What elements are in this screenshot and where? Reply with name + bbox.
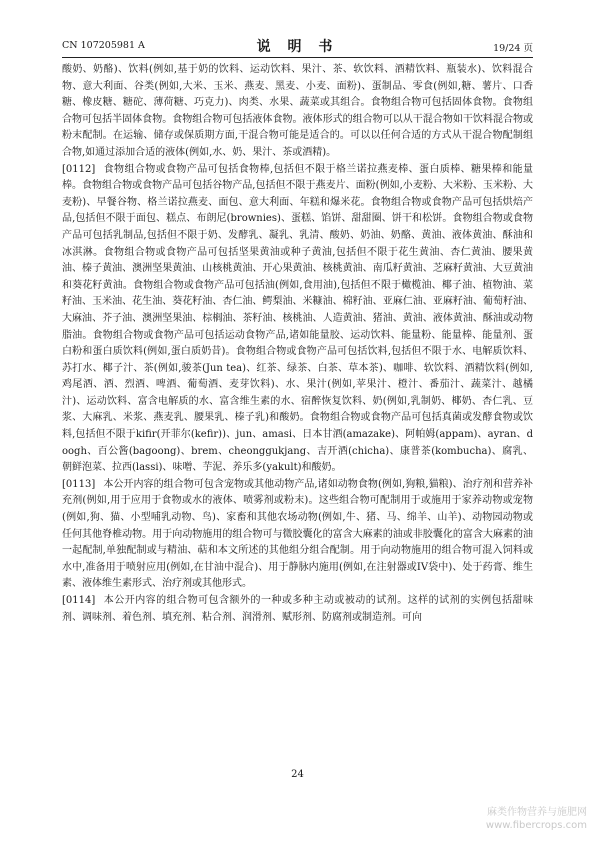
paragraph-text: 食物组合物或食物产品可包括食物棒,包括但不限于格兰诺拉燕麦棒、蛋白质棒、糖果棒和能量棒。食物组合物或食物产品可包括谷物产品,包括但不限于燕麦片、面粉(例如,小麦粉、大米粉、玉米粉、大麦粉)、早餐谷物、格兰诺拉燕麦、面包、意大利面、年糕和爆米花。食物组合物或食物产品可包括烘焙产品,包括但不限于面包、糕点、布朗尼(brownies)、蛋糕、馅饼、甜甜圈、饼干和松饼。食物组合物或食物产品可包括乳制品,包括但不限于奶、发酵乳、凝乳、乳清、酸奶、奶油、奶酪、黄油、液体黄油、酥油和冰淇淋。食物组合物或食物产品可包括坚果黄油或种子黄油,包括但不限于花生黄油、杏仁黄油、腰果黄油、榛子黄油、澳洲坚果黄油、山核桃黄油、开心果黄油、核桃黄油、南瓜籽黄油、芝麻籽黄油、大豆黄油和葵花籽黄油。食物组合物或食物产品可包括油(例如,食用油),包括但不限于橄榄油、椰子油、植物油、菜籽油、玉米油、花生油、葵花籽油、杏仁油、鳄梨油、米糠油、棉籽油、亚麻仁油、亚麻籽油、葡萄籽油、大麻油、芥子油、澳洲坚果油、棕榈油、茶籽油、核桃油、人造黄油、猪油、黄油、液体黄油、酥油或动物脂油。食物组合物或食物产品可包括运动食物产品,诸如能量胶、运动饮料、能量粉、能量棒、能量剂、蛋白粉和蛋白质饮料(例如,蛋白质奶昔)。食物组合物或食物产品可包括饮料,包括但不限于水、电解质饮料、苏打水、椰子汁、茶(例如,骏茶(Jun tea)、红茶、绿茶、白茶、草本茶)、咖啡、软饮料、酒精饮料(例如,鸡尾酒、酒、烈酒、啤酒、葡萄酒、麦芽饮料)、水、果汁(例如,苹果汁、橙汁、番茄汁、蔬菜汁、越橘汁)、运动饮料、富含电解质的水、富含维生素的水、宿醉恢复饮料、奶(例如,乳制奶、椰奶、杏仁乳、豆浆、大麻乳、米浆、燕麦乳、腰果乳、榛子乳)和酸奶。食物组合物或食物产品可包括真菌或发酵食物或饮料,包括但不限于kifir(开菲尔(kefir))、jun、amasi、日本甘酒(amazake)、阿帕姆(appam)、ayran、doogh、百公酱(bagoong)、brem、cheonggukjang、吉开酒(chicha)、康普茶(kombucha)、腐乳、朝鲜泡菜、拉西(lassi)、味噌、芋泥、养乐多(yakult)和酸奶。: [62, 163, 533, 474]
page-number: 24: [291, 769, 304, 780]
paragraph-number: [0113]: [62, 478, 96, 490]
paragraph-continuation: [62, 62, 533, 162]
page-header: [62, 36, 533, 56]
paragraph-number: [0112]: [62, 163, 96, 175]
publication-number: CN 107205981 A: [62, 40, 145, 51]
document-title: 说 明 书: [256, 39, 339, 55]
header-divider: [62, 57, 533, 58]
paragraph-0114: [62, 593, 533, 626]
paragraph-text: 本公开内容的组合物可包含宠物或其他动物产品,诸如动物食物(例如,狗粮,猫粮)、治疗剂和营养补充剂(例如,用于应用于食物或水的液体、喷雾剂或粉末)。这些组合物可配制用于或施用于家养动物或宠物(例如,狗、猫、小型哺乳动物、鸟)、家畜和其他农场动物(例如,牛、猪、马、绵羊、山羊)、动物园动物或任何其他脊椎动物。用于向动物施用的组合物可与微胶囊化的富含大麻素的油或非胶囊化的富含大麻素的油一起配制,单独配制或与精油、萜和本文所述的其他组分组合配制。用于向动物施用的组合物可混入饲料或水中,准备用于喷射应用(例如,在甘油中混合)、用于静脉内施用(例如,在注射器或IV袋中)、处于药膏、维生素、液体维生素形式、治疗剂或其他形式。: [62, 478, 533, 590]
watermark-site-name: 麻类作物营养与施肥网: [487, 807, 587, 818]
watermark-url: www.fibercrops.com: [485, 820, 587, 831]
paragraph-text: 本公开内容的组合物可包含额外的一种或多种主动或被动的试剂。这样的试剂的实例包括甜味剂、调味剂、着色剂、填充剂、粘合剂、润滑剂、赋形剂、防腐剂或制造剂。可向: [62, 595, 533, 623]
paragraph-number: [0114]: [62, 595, 96, 606]
document-body: [62, 62, 533, 626]
paragraph-text: 酸奶、奶酪)、饮料(例如,基于奶的饮料、运动饮料、果汁、茶、软饮料、酒精饮料、瓶装水)、饮料混合物、意大利面、谷类(例如,大米、玉米、燕麦、黑麦、小麦、面粉)、蛋制品、零食(例如,糖、薯片、口香糖、橡皮糖、糖砣、薄荷糖、巧克力)、肉类、水果、蔬菜或其组合。食物组合物可包括固体食物。食物组合物可包括半固体食物。食物组合物可包括液体食物。液体形式的组合物可以从干混合物如干饮料混合物或粉末配制。在运输、储存或保质期方面,干混合物可能是适合的。可以以任何合适的方式从干混合物配制组合物,如通过添加合适的液体(例如,水、奶、果汁、茶或酒精)。: [62, 64, 533, 158]
page-count: 19/24 页: [493, 43, 533, 54]
paragraph-0113: [62, 477, 533, 593]
paragraph-0112: [62, 162, 533, 477]
watermark: [486, 806, 587, 832]
